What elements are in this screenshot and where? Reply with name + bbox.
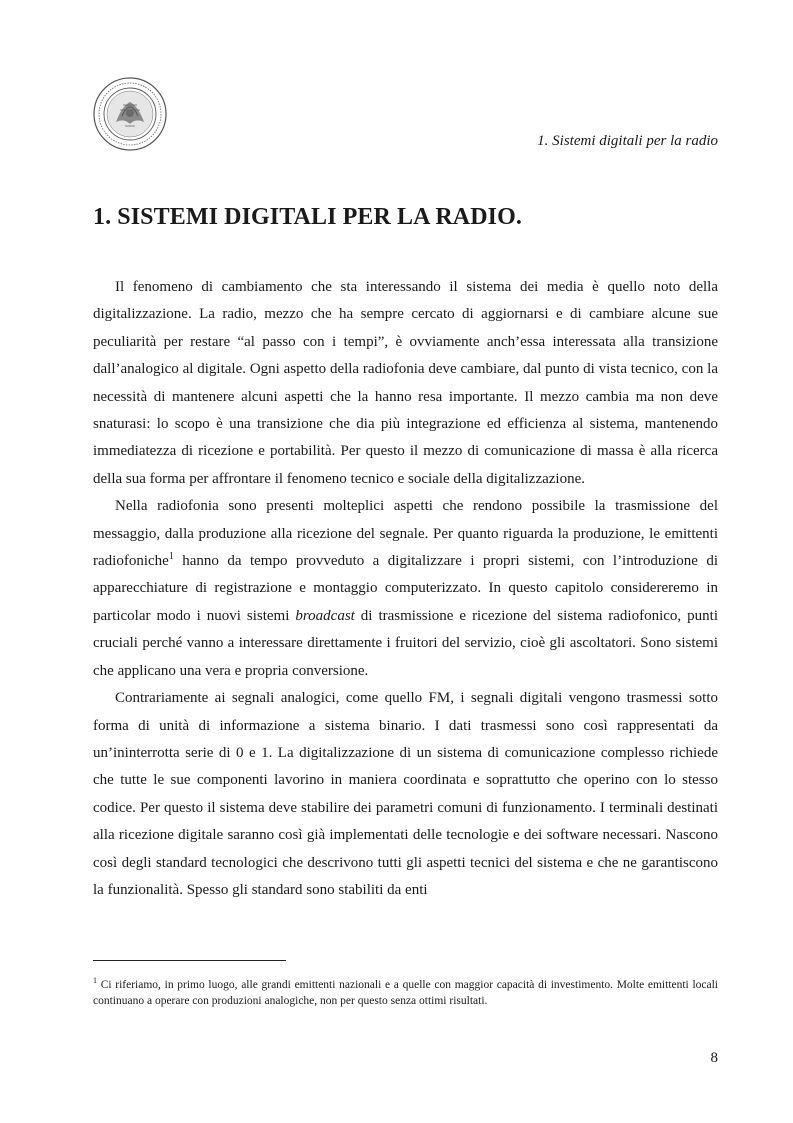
emphasis-broadcast: broadcast [295, 607, 355, 624]
paragraph-3: Contrariamente ai segnali analogici, come quello FM, i segnali digitali vengono trasmessi sotto forma di unità di informazione a sistema binario. I dati trasmessi sono così rappresentati da un’ininterrotta serie di 0 e 1. La digitalizzazione di un sistema di comunicazione complesso richiede che tutte le sue componenti lavorino in maniera coordinata e soprattutto che operino con lo stesso codice. Per questo il sistema deve stabilire dei parametri comuni di funzionamento. I terminali destinati alla ricezione digitale saranno così già implementati delle tecnologie e dei software necessari. Nascono così degli standard tecnologici che descrivono tutti gli aspetti tecnici del sistema e che ne garantiscono la funzionalità. Spesso gli standard sono stabiliti da enti [93, 690, 718, 898]
footnote [93, 977, 718, 1009]
body-text [93, 274, 718, 904]
paragraph-2-part-a: Nella radiofonia sono presenti molteplici aspetti che rendono possibile la trasmissione del messaggio, dalla produzione alla ricezione del segnale. Per quanto riguarda la produzione, le emittenti radiofoniche [93, 498, 718, 570]
footnote-text: Ci riferiamo, in primo luogo, alle grandi emittenti nazionali e a quelle con maggior capacità di investimento. Molte emittenti locali continuano a operare con produzioni analogiche, non per questo senza ottimi risultati. [93, 979, 718, 1007]
paragraph-1: Il fenomeno di cambiamento che sta interessando il sistema dei media è quello noto della digitalizzazione. La radio, mezzo che ha sempre cercato di aggiornarsi e di cambiare alcune sue peculiarità per restare “al passo con i tempi”, è ovviamente anch’essa interessata alla transizione dall’analogico al digitale. Ogni aspetto della radiofonia deve cambiare, dal punto di vista tecnico, con la necessità di mantenere alcuni aspetti che la hanno resa importante. Il mezzo cambia ma non deve snaturasi: lo scopo è una transizione che dia più integrazione ed efficienza al sistema, mantenendo immediatezza di ricezione e portabilità. Per questo il mezzo di comunicazione di massa è alla ricerca della sua forma per affrontare il fenomeno tecnico e sociale della digitalizzazione. [93, 279, 718, 487]
footnote-reference[interactable]: 1 [168, 551, 174, 563]
paragraph-2 [93, 493, 718, 685]
footnote-divider [93, 960, 286, 961]
footnote-marker: 1 [93, 976, 97, 986]
university-seal-icon [92, 76, 168, 152]
paragraph-2-part-c: di trasmissione e ricezione del sistema radiofonico, punti cruciali perché vanno a interessare direttamente i fruitori del servizio, cioè gli ascoltatori. Sono sistemi che applicano una vera e propria conversione. [93, 607, 718, 679]
page-number: 8 [710, 1050, 718, 1066]
chapter-title: 1. SISTEMI DIGITALI PER LA RADIO. [93, 204, 522, 230]
running-header: 1. Sistemi digitali per la radio [537, 133, 718, 149]
paragraph-2-part-b: hanno da tempo provveduto a digitalizzare i propri sistemi, con l’introduzione di apparecchiature di registrazione e montaggio computerizzato. In questo capitolo considereremo in particolar modo i nuovi sistemi [93, 553, 718, 624]
